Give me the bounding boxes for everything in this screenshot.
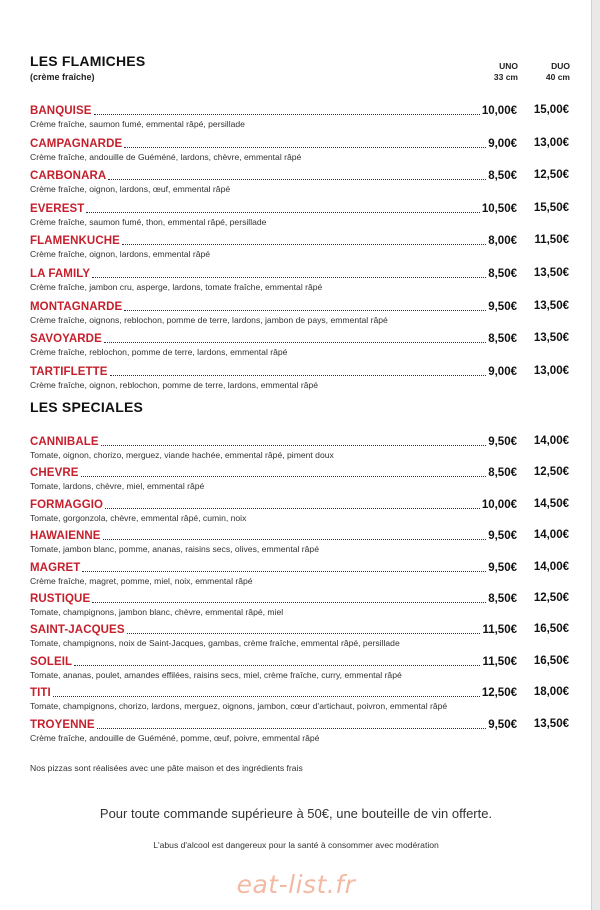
menu-item-line: [30, 266, 517, 281]
price-duo: 12,50€: [533, 592, 569, 604]
price-duo: 16,50€: [533, 623, 569, 636]
menu-item-name: TROYENNE: [30, 718, 95, 731]
leader-dots: [81, 475, 487, 477]
menu-item-name: MAGRET: [30, 561, 81, 574]
menu-item-line: [30, 717, 517, 732]
menu-item-line: [30, 497, 517, 512]
menu-item: [30, 434, 575, 465]
menu-item-description: Crème fraîche, magret, pomme, miel, noix, emmental râpé: [30, 575, 253, 586]
price-duo: 12,50€: [533, 169, 569, 182]
menu-item: [30, 331, 575, 362]
price-duo: 15,00€: [533, 104, 569, 116]
menu-item-line: [30, 560, 517, 575]
menu-item-line: [30, 465, 517, 480]
menu-item: [30, 299, 575, 330]
menu-item-line: [30, 201, 517, 216]
leader-dots: [127, 632, 481, 634]
leader-dots: [110, 374, 487, 376]
price-uno: 9,00€: [488, 365, 517, 378]
price-uno: 8,50€: [488, 268, 517, 280]
leader-dots: [104, 341, 486, 343]
menu-item: [30, 717, 575, 748]
menu-item-description: Crème fraîche, saumon fumé, thon, emmental râpé, persillade: [30, 216, 267, 227]
price-uno: 11,50€: [482, 655, 517, 668]
menu-item-description: Crème fraîche, andouille de Guéméné, lardons, chèvre, emmental râpé: [30, 151, 302, 162]
menu-item: [30, 591, 575, 622]
menu-item-line: [30, 591, 517, 606]
menu-item-description: Crème fraîche, andouille de Guéméné, pomme, œuf, poivre, emmental râpé: [30, 732, 320, 743]
leader-dots: [82, 570, 486, 572]
price-duo: 14,00€: [533, 529, 569, 542]
speciales-title: LES SPECIALES: [30, 399, 144, 415]
price-duo: 14,00€: [533, 560, 569, 573]
uno-column-header: [484, 61, 518, 83]
menu-item-line: [30, 528, 517, 543]
menu-item-name: CHEVRE: [30, 467, 79, 480]
menu-item-description: Crème fraîche, reblochon, pomme de terre, lardons, emmental râpé: [30, 347, 288, 358]
leader-dots: [103, 538, 487, 540]
menu-item-line: [30, 103, 517, 118]
menu-item-name: EVEREST: [30, 202, 85, 215]
menu-item: [30, 528, 575, 559]
leader-dots: [97, 727, 487, 729]
menu-item: [30, 103, 575, 134]
menu-item-name: CANNIBALE: [30, 436, 99, 448]
menu-item-name: TARTIFLETTE: [30, 365, 108, 378]
leader-dots: [108, 178, 486, 180]
menu-item: [30, 266, 575, 297]
leader-dots: [74, 664, 480, 666]
price-uno: 8,50€: [488, 170, 517, 183]
menu-item-line: [30, 622, 517, 637]
price-uno: 12,50€: [481, 687, 517, 700]
leader-dots: [92, 276, 486, 278]
menu-item-description: Tomate, lardons, chèvre, miel, emmental râpé: [30, 481, 205, 492]
leader-dots: [101, 444, 487, 446]
price-duo: 13,50€: [533, 332, 569, 345]
menu-item-name: CAMPAGNARDE: [30, 137, 123, 150]
flamiches-title: LES FLAMICHES: [30, 53, 146, 69]
menu-item-name: SAVOYARDE: [30, 333, 102, 346]
price-duo: 13,00€: [533, 364, 569, 377]
menu-item-description: Tomate, champignons, noix de Saint-Jacques, gambas, crème fraîche, emmental râpé, persillade: [30, 638, 400, 649]
duo-label: DUO: [551, 61, 570, 71]
menu-item: [30, 201, 575, 232]
price-uno: 9,50€: [488, 436, 517, 448]
footer-note: Nos pizzas sont réalisées avec une pâte maison et des ingrédients frais: [30, 763, 303, 773]
leader-dots: [86, 211, 479, 213]
menu-item: [30, 465, 575, 496]
menu-item: [30, 168, 575, 199]
menu-item-description: Tomate, oignon, chorizo, merguez, viande hachée, emmental râpé, piment doux: [30, 450, 334, 460]
menu-item-description: Tomate, champignons, jambon blanc, chèvre, emmental râpé, miel: [30, 607, 284, 617]
menu-item: [30, 622, 575, 653]
menu-item: [30, 497, 575, 528]
menu-item-name: CARBONARA: [30, 170, 107, 183]
menu-item-line: [30, 685, 517, 700]
menu-item: [30, 560, 575, 591]
menu-item-name: HAWAIENNE: [30, 530, 101, 543]
leader-dots: [53, 695, 480, 697]
menu-item-description: Crème fraîche, oignon, lardons, emmental râpé: [30, 249, 211, 260]
menu-item: [30, 233, 575, 264]
menu-item-line: [30, 364, 517, 379]
menu-item-line: [30, 233, 517, 248]
menu-item-line: [30, 168, 517, 183]
price-duo: 16,50€: [533, 654, 569, 667]
price-duo: 13,50€: [533, 299, 569, 312]
menu-item-description: Tomate, ananas, poulet, amandes effilées, raisins secs, miel, crème fraîche, curry, emmental râpé: [30, 669, 402, 680]
price-duo: 15,50€: [533, 201, 569, 214]
leader-dots: [105, 507, 480, 509]
price-uno: 8,00€: [488, 235, 517, 248]
price-uno: 8,50€: [488, 333, 517, 346]
menu-item-name: BANQUISE: [30, 105, 92, 117]
menu-item-name: FORMAGGIO: [30, 498, 104, 511]
menu-item-description: Crème fraîche, jambon cru, asperge, lardons, tomate fraîche, emmental râpé: [30, 282, 323, 292]
leader-dots: [94, 113, 480, 115]
price-uno: 11,50€: [482, 624, 517, 637]
price-uno: 9,00€: [488, 137, 517, 150]
menu-item-name: SOLEIL: [30, 655, 73, 668]
leader-dots: [122, 243, 486, 245]
menu-item-name: SAINT-JACQUES: [30, 624, 125, 637]
price-duo: 11,50€: [534, 234, 569, 247]
price-duo: 14,50€: [533, 497, 569, 510]
menu-item-description: Crème fraîche, saumon fumé, emmental râpé, persillade: [30, 119, 245, 129]
menu-item: [30, 654, 575, 685]
price-uno: 9,50€: [488, 561, 517, 574]
flamiches-subtitle: (crème fraîche): [30, 72, 95, 82]
menu-item-name: RUSTIQUE: [30, 593, 91, 605]
menu-item-description: Crème fraîche, oignons, reblochon, pomme de terre, lardons, jambon de pays, emmental râpé: [30, 314, 388, 325]
menu-item: [30, 136, 575, 167]
price-duo: 14,00€: [533, 435, 569, 447]
duo-column-header: [534, 61, 570, 83]
leader-dots: [124, 146, 486, 148]
menu-item-name: FLAMENKUCHE: [30, 235, 120, 248]
price-duo: 18,00€: [533, 686, 569, 699]
uno-size: 33 cm: [493, 72, 518, 82]
menu-item-name: MONTAGNARDE: [30, 300, 123, 313]
menu-item: [30, 364, 575, 395]
price-uno: 10,00€: [481, 105, 517, 117]
menu-item: [30, 685, 575, 716]
uno-label: UNO: [499, 61, 518, 71]
menu-item-line: [30, 434, 517, 449]
menu-item-line: [30, 299, 517, 314]
menu-item-description: Tomate, jambon blanc, pomme, ananas, raisins secs, olives, emmental râpé: [30, 544, 319, 555]
menu-item-line: [30, 136, 517, 151]
price-uno: 8,50€: [488, 467, 517, 480]
promo-text: Pour toute commande supérieure à 50€, une bouteille de vin offerte.: [99, 806, 493, 821]
page-edge: [591, 0, 600, 910]
alcohol-warning: L'abus d'alcool est dangereux pour la santé à consommer avec modération: [153, 840, 439, 850]
leader-dots: [124, 309, 486, 311]
menu-item-name: TITI: [30, 687, 51, 700]
price-duo: 13,50€: [533, 717, 569, 730]
price-uno: 9,50€: [488, 300, 517, 313]
price-duo: 12,50€: [533, 466, 569, 479]
price-uno: 10,00€: [481, 498, 517, 511]
menu-item-description: Crème fraîche, oignon, reblochon, pomme de terre, lardons, emmental râpé: [30, 379, 319, 390]
watermark-logo: eat-list.fr: [236, 870, 356, 899]
leader-dots: [92, 601, 486, 603]
menu-item-name: LA FAMILY: [30, 268, 91, 280]
price-uno: 9,50€: [488, 718, 517, 731]
price-duo: 13,00€: [533, 136, 569, 149]
menu-item-line: [30, 331, 517, 346]
menu-item-description: Tomate, champignons, chorizo, lardons, merguez, oignons, jambon, cœur d'artichaut, poivron, emmental râpé: [30, 701, 448, 712]
price-uno: 9,50€: [488, 530, 517, 543]
price-duo: 13,50€: [533, 267, 569, 279]
price-uno: 8,50€: [488, 593, 517, 605]
duo-size: 40 cm: [545, 72, 570, 82]
menu-item-description: Crème fraîche, oignon, lardons, œuf, emmental râpé: [30, 184, 231, 195]
menu-item-line: [30, 654, 517, 669]
price-uno: 10,50€: [481, 202, 517, 215]
menu-item-description: Tomate, gorgonzola, chèvre, emmental râpé, cumin, noix: [30, 512, 247, 523]
